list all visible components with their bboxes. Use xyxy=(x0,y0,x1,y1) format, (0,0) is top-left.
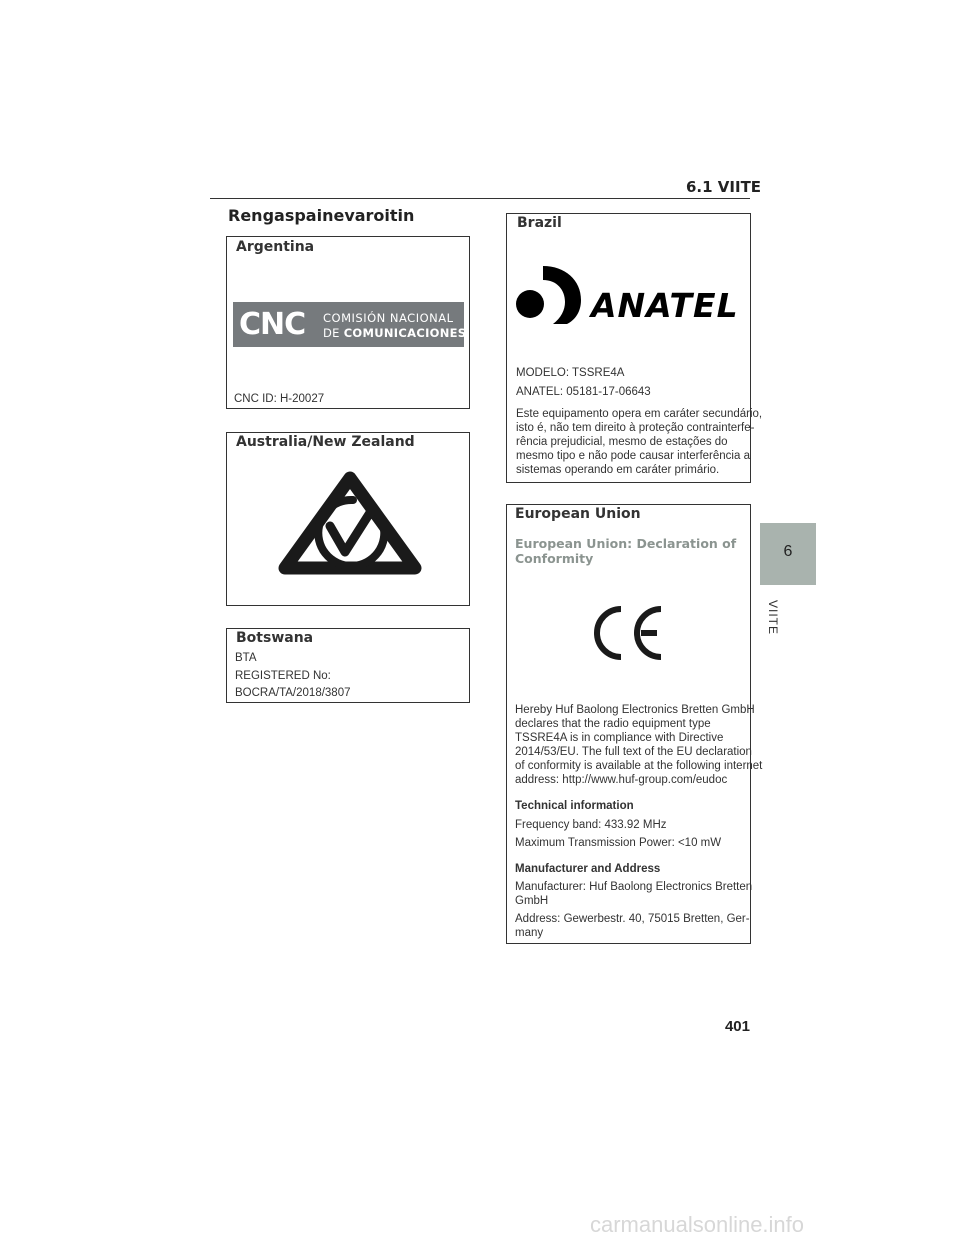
brazil-notice xyxy=(516,407,762,477)
address-line: many xyxy=(515,927,544,939)
argentina-box xyxy=(226,236,470,409)
frequency-band: Frequency band: 433.92 MHz xyxy=(515,819,667,831)
brazil-notice-line: isto é, não tem direito à proteção contrainterfe- xyxy=(516,422,755,434)
tech-info-heading: Technical information xyxy=(515,800,634,812)
address-line: Address: Gewerbestr. 40, 75015 Bretten, Ger- xyxy=(515,913,750,925)
eu-declaration-line: 2014/53/EU. The full text of the EU declaration xyxy=(515,746,752,758)
anatel-logo-text: ANATEL xyxy=(591,286,739,325)
transmission-power: Maximum Transmission Power: <10 mW xyxy=(515,837,722,849)
manufacturer-heading: Manufacturer and Address xyxy=(515,863,661,875)
botswana-line-1: BTA xyxy=(235,652,257,664)
brazil-title: Brazil xyxy=(517,215,562,231)
chapter-tab-number: 6 xyxy=(783,543,793,560)
brazil-anatel-id: ANATEL: 05181-17-06643 xyxy=(516,386,651,398)
eu-subtitle xyxy=(515,536,736,566)
brazil-notice-line: sistemas operando em caráter primário. xyxy=(516,464,720,476)
brazil-box xyxy=(506,213,763,483)
cnc-logo xyxy=(233,302,467,347)
watermark: carmanualsonline.info xyxy=(590,1212,805,1237)
botswana-box xyxy=(226,628,470,703)
botswana-line-2: REGISTERED No: xyxy=(235,670,331,682)
manufacturer-line: GmbH xyxy=(515,895,549,907)
eu-subtitle-line: Conformity xyxy=(515,551,594,566)
eu-declaration-line: address: http://www.huf-group.com/eudoc xyxy=(515,774,728,786)
argentina-title: Argentina xyxy=(236,239,315,255)
rcm-compliance-icon xyxy=(275,466,425,581)
eu-declaration-line: TSSRE4A is in compliance with Directive xyxy=(515,732,724,744)
brazil-model: MODELO: TSSRE4A xyxy=(516,367,625,379)
ce-mark-icon xyxy=(589,603,667,663)
australia-box xyxy=(226,432,470,606)
cnc-logo-line2-bold: COMUNICACIONES xyxy=(343,326,467,340)
eu-declaration xyxy=(515,703,762,787)
cnc-id: CNC ID: H-20027 xyxy=(234,393,325,405)
header-divider xyxy=(210,198,750,199)
botswana-line-3: BOCRA/TA/2018/3807 xyxy=(235,687,351,699)
manufacturer-line: Manufacturer: Huf Baolong Electronics Bretten xyxy=(515,881,753,893)
brazil-notice-line: rência prejudicial, mesmo de estações do xyxy=(516,436,728,448)
eu-declaration-line: of conformity is available at the following internet xyxy=(515,760,763,772)
manufacturer-name xyxy=(515,880,752,908)
anatel-symbol-icon xyxy=(513,262,583,326)
section-header: 6.1 VIITE xyxy=(686,178,762,196)
chapter-tab-label: VIITE xyxy=(766,600,780,636)
cnc-logo-letters: CNC xyxy=(239,307,306,342)
manufacturer-address xyxy=(515,912,750,940)
australia-title: Australia/New Zealand xyxy=(236,434,415,450)
eu-subtitle-line: European Union: Declaration of xyxy=(515,536,737,551)
cnc-logo-line2 xyxy=(323,326,466,340)
brazil-notice-line: Este equipamento opera em caráter secundário, xyxy=(516,408,763,420)
botswana-title: Botswana xyxy=(236,630,314,646)
page-title: Rengaspainevaroitin xyxy=(228,206,415,225)
page-number: 401 xyxy=(724,1018,750,1035)
eu-declaration-line: Hereby Huf Baolong Electronics Bretten GmbH xyxy=(515,704,755,716)
eu-declaration-line: declares that the radio equipment type xyxy=(515,718,711,730)
eu-box xyxy=(506,504,763,944)
cnc-logo-line1: COMISIÓN NACIONAL xyxy=(323,311,454,325)
brazil-notice-line: mesmo tipo e não pode causar interferência a xyxy=(516,450,750,462)
cnc-logo-line2-prefix: DE xyxy=(323,326,344,340)
eu-title: European Union xyxy=(515,506,641,522)
